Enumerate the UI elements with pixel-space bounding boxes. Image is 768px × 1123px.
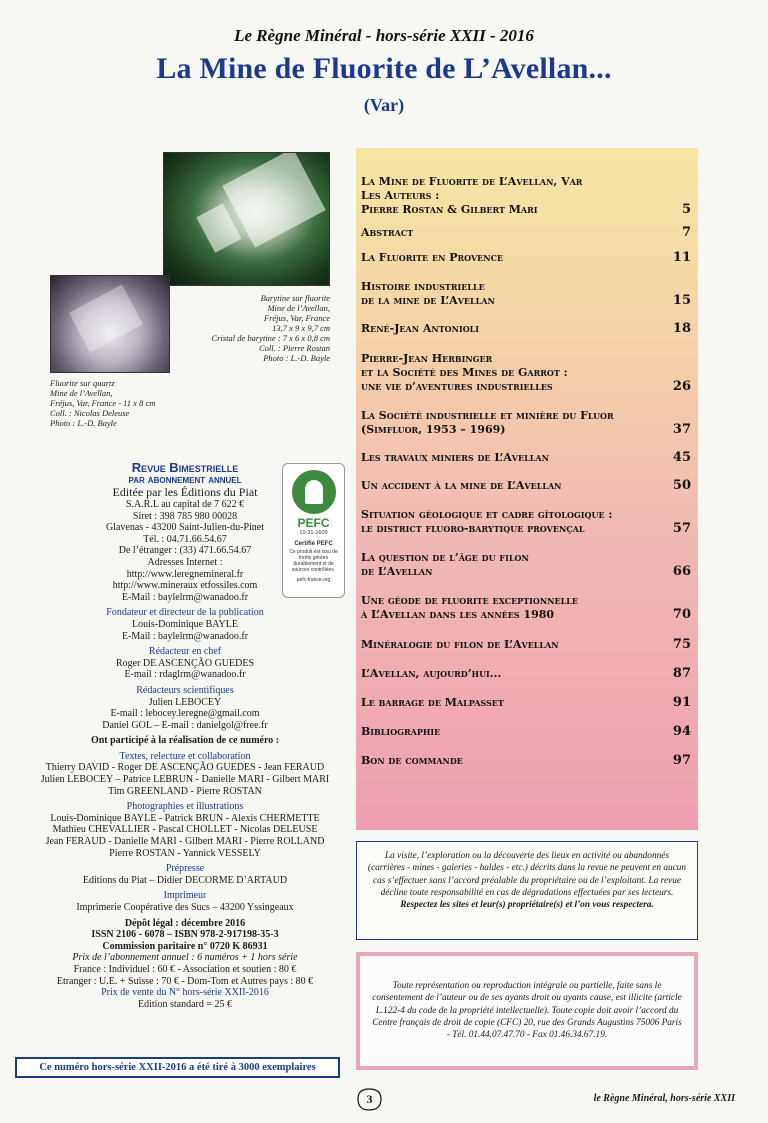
toc-entry[interactable]: [361, 551, 691, 579]
toc-entry[interactable]: [361, 725, 691, 739]
series-line: Le Règne Minéral - hors-série XXII - 2016: [234, 26, 534, 45]
caption-line: Photo : L.-D. Bayle: [263, 353, 330, 363]
toc-entry-title: La question de l’âge du filon: [361, 551, 529, 564]
redac-sci-line: Daniel GOL – E-mail : danielgol@free.fr: [102, 719, 268, 731]
toc-entry[interactable]: [361, 754, 691, 768]
photos-line: Mathieu CHEVALLIER - Pascal CHOLLET - Nicolas DELEUSE: [52, 824, 318, 836]
toc-entry-page: 97: [672, 753, 691, 768]
toc-entry-title: Situation géologique et cadre gîtologique :: [361, 508, 613, 521]
prepresse-line: Editions du Piat – Didier DECORME D’ARTAUD: [82, 874, 288, 886]
publisher-block: [25, 461, 345, 1010]
edited-by: Editée par les Éditions du Piat: [112, 485, 258, 499]
pefc-text: Ce produit est issu de forêts gérées durablement et de sources contrôlées.: [289, 549, 338, 573]
depot-legal: Dépôt légal : décembre 2016: [124, 917, 246, 929]
toc-entry-page: 37: [672, 422, 691, 437]
toc-entry[interactable]: [361, 451, 691, 465]
caption-line: 13,7 x 9 x 9,7 cm: [272, 323, 330, 333]
toc-entry[interactable]: [361, 638, 691, 652]
pefc-url: pefc-france.org: [296, 577, 331, 583]
toc-entry[interactable]: [361, 280, 691, 308]
toc-entry-title: Minéralogie du filon de L’Avellan: [361, 638, 559, 651]
toc-entry-page: 45: [672, 450, 691, 465]
toc-entry-title: Le barrage de Malpasset: [361, 696, 504, 709]
publisher-line: Tél. : 04.71.66.54.67: [143, 533, 227, 545]
redac-sci-line: E-mail : lebocey.leregne@gmail.com: [110, 708, 260, 720]
caption-line: Coll. : Pierre Rostan: [259, 343, 330, 353]
issn-isbn: ISSN 2106 - 6078 – ISBN 978-2-917198-35-3: [91, 929, 279, 941]
table-of-contents: [356, 148, 698, 830]
toc-entry[interactable]: [361, 226, 691, 240]
publisher-line: Siret : 398 785 980 00028: [132, 510, 238, 522]
toc-entry-page: 70: [672, 607, 691, 622]
caption-line: Fluorite sur quartz: [50, 378, 115, 388]
redac-sci-label: Rédacteurs scientifiques: [136, 684, 234, 696]
caption-line: Photo : L.-D. Bayle: [50, 418, 117, 428]
toc-entry-page: 50: [672, 478, 691, 493]
photo-caption-2: [50, 378, 190, 428]
toc-entry[interactable]: [361, 594, 691, 622]
caption-line: Mine de l’Avellan,: [50, 388, 113, 398]
toc-entry-page: 57: [672, 521, 691, 536]
toc-entry-title: (Simfluor, 1953 – 1969): [361, 423, 506, 436]
page-number-value: 3: [366, 1092, 373, 1106]
publisher-line: http://www.leregnemineral.fr: [126, 568, 244, 580]
textes-label: Textes, relecture et collaboration: [119, 750, 251, 762]
toc-entry-title: une vie d’aventures industrielles: [361, 380, 553, 393]
photos-line: Jean FERAUD - Danielle MARI - Gilbert MARI - Pierre ROLLAND: [45, 836, 325, 848]
publisher-line: De l’étranger : (33) 471.66.54.67: [118, 545, 252, 557]
toc-entry-title: La Société industrielle et minière du Fluor: [361, 409, 614, 422]
imprimeur-label: Imprimeur: [163, 890, 207, 902]
toc-entry-title: La Fluorite en Provence: [361, 251, 504, 264]
toc-entry-title: Bon de commande: [361, 754, 463, 767]
toc-entry-title: Pierre Rostan & Gilbert Mari: [361, 203, 538, 216]
fondateur-line: E-Mail : baylelrm@wanadoo.fr: [121, 630, 249, 642]
toc-entry-title: Abstract: [361, 226, 414, 239]
toc-entry-title: de L’Avellan: [361, 565, 433, 578]
photos-label: Photographies et illustrations: [126, 801, 244, 813]
photo-caption-1: [180, 293, 330, 363]
toc-entry-page: 15: [672, 293, 691, 308]
toc-entry[interactable]: [361, 508, 691, 536]
fondateur-line: Louis-Dominique BAYLE: [131, 618, 238, 630]
caption-line: Barytine sur fluorite: [260, 293, 330, 303]
toc-entry-title: La Mine de Fluorite de L’Avellan, Var: [361, 175, 583, 188]
toc-entry-title: René-Jean Antonioli: [361, 322, 480, 335]
toc-entry-title: Une géode de fluorite exceptionnelle: [361, 594, 578, 607]
textes-line: Julien LEBOCEY – Patrice LEBRUN - Danielle MARI - Gilbert MARI: [40, 774, 330, 786]
toc-entry[interactable]: [361, 667, 691, 681]
publisher-line: S.A.R.L au capital de 7 622 €: [125, 499, 245, 510]
print-run-box: Ce numéro hors-série XXII-2016 a été tiré à 3000 exemplaires: [15, 1057, 340, 1078]
caption-line: Cristal de barytine : 7 x 6 x 0,8 cm: [211, 333, 330, 343]
toc-entry-page: 5: [681, 202, 691, 217]
toc-entry-title: Les travaux miniers de L’Avellan: [361, 451, 549, 464]
textes-line: Tim GREENLAND - Pierre ROSTAN: [108, 785, 262, 797]
caption-line: Mine de l’Avellan,: [267, 303, 330, 313]
toc-entry[interactable]: [361, 352, 691, 394]
page-number: [356, 1087, 383, 1112]
toc-entry-title: à L’Avellan dans les années 1980: [361, 608, 555, 621]
caption-line: Coll. : Nicolas Deleuse: [50, 408, 130, 418]
toc-entry-page: 66: [672, 564, 691, 579]
barytine-photo: [163, 152, 330, 286]
site-visit-notice: [356, 841, 698, 940]
page-subtitle: (Var): [363, 95, 405, 115]
caption-line: Fréjus, Var, France: [263, 313, 330, 323]
toc-entry-title: et la Société des Mines de Garrot :: [361, 366, 568, 379]
toc-entry-title: de la mine de L’Avellan: [361, 294, 495, 307]
toc-entry-title: Les Auteurs :: [361, 189, 440, 202]
participants-label: Ont participé à la réalisation de ce numéro :: [90, 735, 280, 747]
pefc-word: PEFC: [297, 516, 330, 530]
toc-entry-title: L’Avellan, aujourd’hui...: [361, 667, 502, 680]
prix-france: France : Individuel : 60 € - Association et soutien : 80 €: [73, 963, 297, 975]
prix-vente: Prix de vente du N° hors-série XXII-2016: [101, 987, 269, 999]
toc-entry-title: Histoire industrielle: [361, 280, 485, 293]
fluorite-photo: [50, 275, 170, 373]
toc-entry-page: 11: [672, 250, 691, 265]
toc-entry-title: Un accident à la mine de L’Avellan: [361, 479, 562, 492]
redac-chef-label: Rédacteur en chef: [148, 646, 222, 658]
toc-entry-page: 26: [672, 379, 691, 394]
notice-emphasis: Respectez les sites et leur(s) propriétaire(s) et l’on vous respectera.: [400, 900, 654, 911]
prepresse-label: Prépresse: [165, 863, 205, 875]
photos-line: Pierre ROSTAN - Yannick VESSELY: [109, 847, 261, 859]
toc-entry-title: Bibliographie: [361, 725, 441, 738]
caption-line: Fréjus, Var, France - 11 x 8 cm: [50, 398, 156, 408]
prix-etranger: Etranger : U.E. + Suisse : 70 € - Dom-Tom et Autres pays : 80 €: [56, 975, 314, 987]
footer-journal: le Règne Minéral, hors-série XXII: [593, 1093, 735, 1104]
notice-text: La visite, l’exploration ou la découverte des lieux en activité ou abandonnés (carrières - mines - galeries - haldes - etc.) décrits dans la revue ne peuvent en aucun cas s’effectuer sans l’accord préalable du propriétaire ou de l’exploitant. La revue décline toute responsabilité en cas de dégradations effectuées par ses lecteurs.: [367, 851, 687, 898]
redac-sci-line: Julien LEBOCEY: [148, 696, 222, 708]
pefc-code: 10-31-1609: [299, 530, 328, 536]
copyright-notice: [356, 952, 698, 1070]
toc-entry-page: 7: [681, 225, 691, 240]
publisher-line: Adresses Internet :: [147, 556, 223, 568]
fondateur-label: Fondateur et directeur de la publication: [106, 607, 264, 619]
publisher-line: http://www.mineraux etfossiles.com: [112, 580, 258, 592]
prix-abonnement: Prix de l’abonnement annuel : 6 numéros + 1 hors série: [72, 952, 298, 964]
commission-paritaire: Commission paritaire n° 0720 K 86931: [102, 940, 268, 952]
toc-entry[interactable]: [361, 175, 691, 217]
publisher-line: Glavenas - 43200 Saint-Julien-du-Pinet: [105, 522, 265, 534]
toc-entry-title: le district fluoro-barytique provençal: [361, 522, 585, 535]
revue-title: Revue Bimestrielle: [131, 460, 239, 475]
page-title: La Mine de Fluorite de L’Avellan...: [156, 52, 612, 85]
toc-entry-title: Pierre-Jean Herbinger: [361, 352, 493, 365]
toc-entry-page: 94: [672, 724, 691, 739]
toc-entry[interactable]: [361, 479, 691, 493]
toc-entry[interactable]: [361, 322, 691, 336]
redac-chef-line: Roger DE ASCENÇÃO GUEDES: [115, 657, 255, 669]
toc-entry[interactable]: [361, 409, 691, 437]
toc-entry-page: 75: [672, 637, 691, 652]
edition-standard: Edition standard = 25 €: [138, 998, 232, 1010]
toc-entry[interactable]: [361, 251, 691, 265]
photos-line: Louis-Dominique BAYLE - Patrick BRUN - Alexis CHERMETTE: [50, 812, 320, 824]
toc-entry-page: 87: [672, 666, 691, 681]
toc-entry-page: 18: [672, 321, 691, 336]
toc-entry-page: 91: [672, 695, 691, 710]
pefc-certified: Certifié PEFC: [294, 541, 333, 547]
textes-line: Thierry DAVID - Roger DE ASCENÇÃO GUEDES - Jean FERAUD: [45, 762, 325, 774]
copyright-text: Toute représentation ou reproduction intégrale ou partielle, faite sans le consentement de l’auteur ou de ses ayants droit ou ayants cause, est illicite (article L.122-4 du code de la propriété intellectuelle). Toute copie doit avoir l’accord du Centre français de droit de copie (CFC) 20, rue des Grands Augustins 75006 Paris - Tél. 01.44.07.47.70 - Fax 01.46.34.67.19.: [372, 981, 682, 1041]
imprimeur-line: Imprimerie Coopérative des Sucs – 43200 Yssingeaux: [76, 902, 294, 913]
redac-chef-line: E-mail : rdaglrm@wanadoo.fr: [124, 669, 246, 681]
publisher-line: E-Mail : baylelrm@wanadoo.fr: [121, 591, 249, 603]
toc-entry[interactable]: [361, 696, 691, 710]
revue-subtitle: par abonnement annuel: [128, 474, 242, 486]
